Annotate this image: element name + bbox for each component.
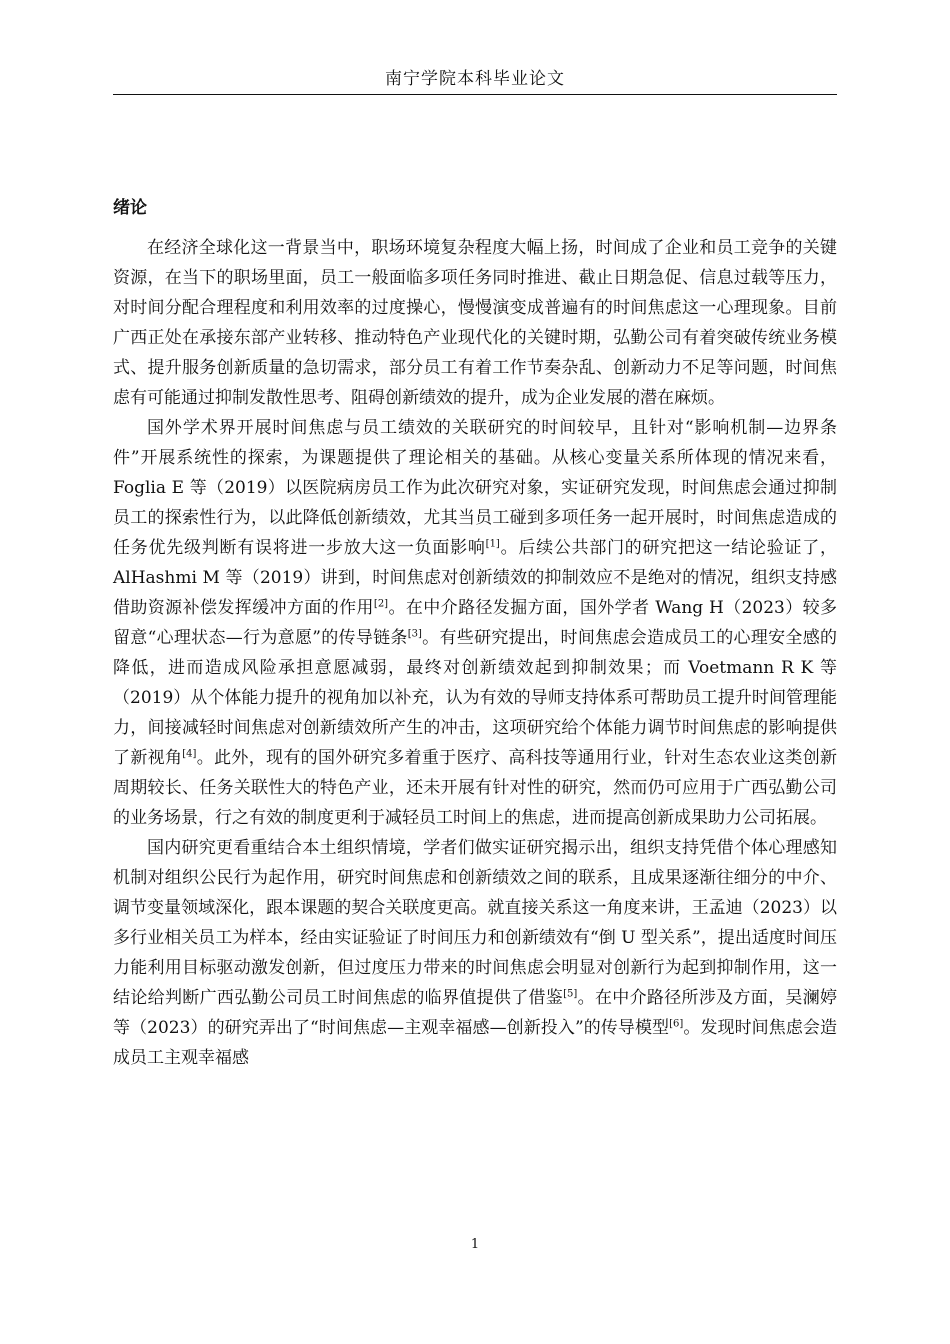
paragraph-text: 。在中介路径发掘方面，国外学者 Wang H（2023）较多留意“心理状态—行为意愿”的传导链条 bbox=[113, 598, 838, 648]
running-header: 南宁学院本科毕业论文 bbox=[385, 69, 565, 89]
paragraph bbox=[113, 233, 837, 413]
page-number: 1 bbox=[470, 1237, 480, 1252]
paragraph-text: 。发现时间焦虑会造成员工主观幸福感 bbox=[113, 1018, 837, 1068]
paragraph-text: 在经济全球化这一背景当中，职场环境复杂程度大幅上扬，时间成了企业和员工竞争的关键资源，在当下的职场里面，员工一般面临多项任务同时推进、截止日期急促、信息过载等压力，对时间分配合理程度和利用效率的过度操心，慢慢演变成普遍有的时间焦虑这一心理现象。目前广西正处在承接东部产业转移、推动特色产业现代化的关键时期，弘勤公司有着突破传统业务模式、提升服务创新质量的急切需求，部分员工有着工作节奏杂乱、创新动力不足等问题，时间焦虑有可能通过抑制发散性思考、阻碍创新绩效的提升，成为企业发展的潜在麻烦。 bbox=[113, 238, 837, 408]
paragraph-text: 。后续公共部门的研究把这一结论验证了，AlHashmi M 等（2019）讲到，时间焦虑对创新绩效的抑制效应不是绝对的情况，组织支持感借助资源补偿发挥缓冲方面的作用 bbox=[113, 538, 838, 618]
paragraph bbox=[113, 413, 837, 833]
citation-ref: [3] bbox=[407, 628, 422, 640]
paragraph-text: 。在中介路径所涉及方面，吴澜婷等（2023）的研究弄出了“时间焦虑—主观幸福感—创新投入”的传导模型 bbox=[113, 988, 838, 1038]
citation-ref: [5] bbox=[563, 988, 578, 1000]
paragraph bbox=[113, 833, 837, 1073]
citation-ref: [1] bbox=[485, 538, 500, 550]
paragraph-text: 国内研究更看重结合本土组织情境，学者们做实证研究揭示出，组织支持凭借个体心理感知机制对组织公民行为起作用，研究时间焦虑和创新绩效之间的联系，且成果逐渐往细分的中介、调节变量领域深化，跟本课题的契合关联度更高。就直接关系这一角度来讲，王孟迪（2023）以多行业相关员工为样本，经由实证验证了时间压力和创新绩效有“倒 U 型关系”，提出适度时间压力能利用目标驱动激发创新，但过度压力带来的时间焦虑会明显对创新行为起到抑制作用，这一结论给判断广西弘勤公司员工时间焦虑的临界值提供了借鉴 bbox=[113, 838, 837, 1008]
paragraph-text: 。此外，现有的国外研究多着重于医疗、高科技等通用行业，针对生态农业这类创新周期较长、任务关联性大的特色产业，还未开展有针对性的研究，然而仍可应用于广西弘勤公司的业务场景，行之有效的制度更利于减轻员工时间上的焦虑，进而提高创新成果助力公司拓展。 bbox=[113, 748, 838, 828]
citation-ref: [2] bbox=[373, 598, 389, 610]
paragraph-text: 。有些研究提出，时间焦虑会造成员工的心理安全感的降低，进而造成风险承担意愿减弱，最终对创新绩效起到抑制效果；而 Voetmann R K 等（2019）从个体能力提升的视角加以补充，认为有效的导师支持体系可帮助员工提升时间管理能力，间接减轻时间焦虑对创新绩效所产生的冲击，这项研究给个体能力调节时间焦虑的影响提供了新视角 bbox=[113, 628, 837, 768]
citation-ref: [6] bbox=[669, 1018, 684, 1030]
body-text bbox=[113, 233, 837, 1073]
section-heading: 绪论 bbox=[113, 198, 147, 218]
citation-ref: [4] bbox=[182, 748, 197, 760]
paragraph-text: 国外学术界开展时间焦虑与员工绩效的关联研究的时间较早，且针对“影响机制—边界条件”开展系统性的探索，为课题提供了理论相关的基础。从核心变量关系所体现的情况来看，Foglia E 等（2019）以医院病房员工作为此次研究对象，实证研究发现，时间焦虑会通过抑制员工的探索性行为，以此降低创新绩效，尤其当员工碰到多项任务一起开展时，时间焦虑造成的任务优先级判断有误将进一步放大这一负面影响 bbox=[113, 418, 837, 558]
header-rule bbox=[113, 94, 837, 95]
